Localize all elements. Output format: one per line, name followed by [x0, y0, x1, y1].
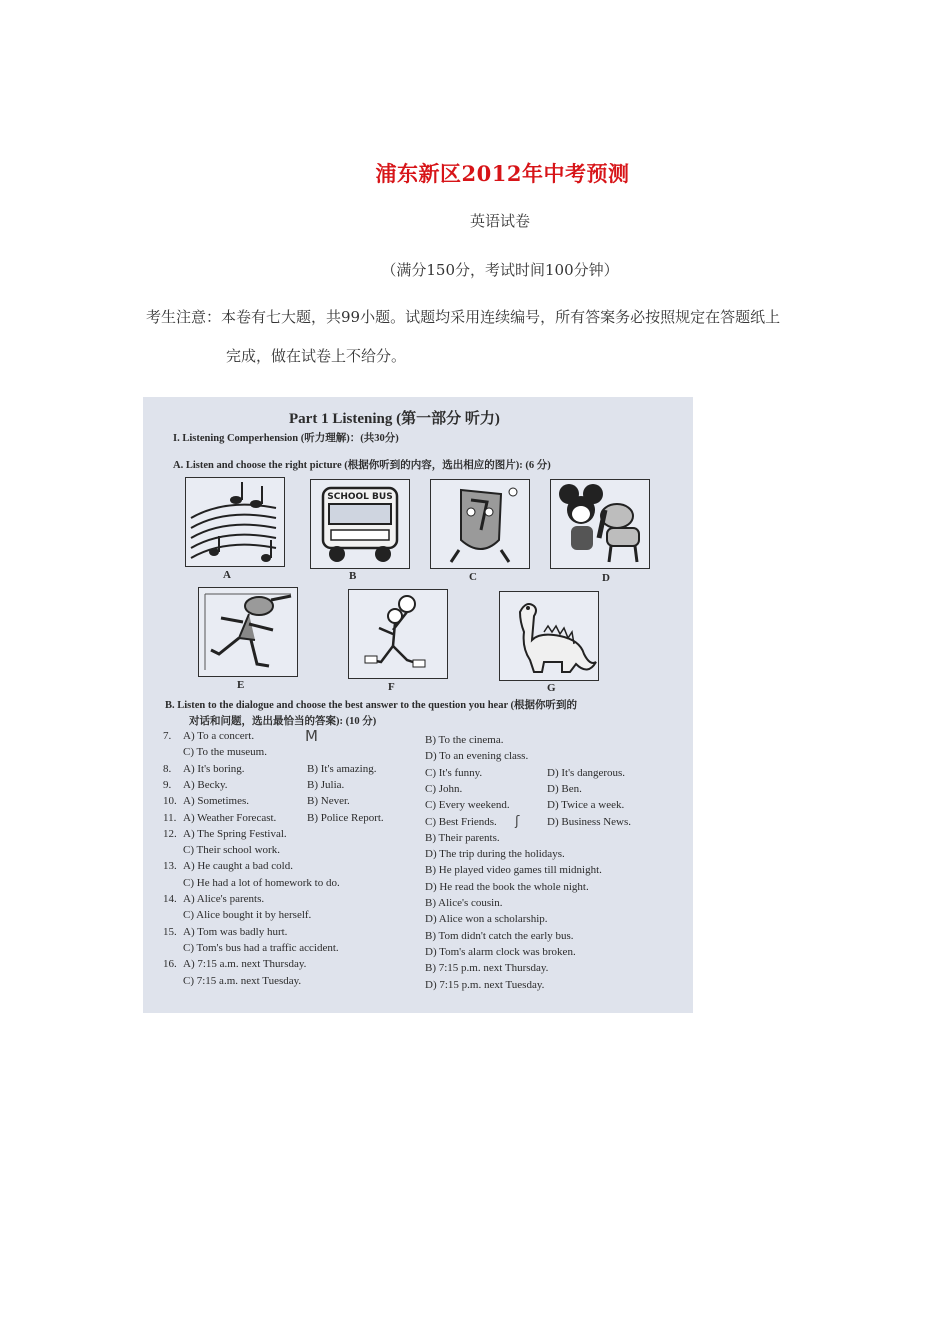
picture-a-music-notes-icon — [185, 477, 285, 567]
picture-a-label: A — [223, 569, 231, 581]
answer-option: A) Sometimes. — [183, 795, 249, 808]
answer-option: B) Tom didn't catch the early bus. — [425, 929, 574, 942]
section-b-instructions-cont: 对话和问题，选出最恰当的答案): (10 分) — [189, 716, 377, 727]
score-info: （满分150分，考试时间100分钟） — [381, 261, 619, 279]
notice-line-2: 完成，做在试卷上不给分。 — [226, 347, 407, 365]
question-number: 11. — [163, 811, 177, 824]
question-number: 15. — [163, 925, 177, 938]
picture-b-label: B — [349, 570, 357, 582]
school-bus-sign: SCHOOL BUS — [327, 492, 393, 502]
answer-option: D) He read the book the whole night. — [425, 880, 589, 893]
answer-option: B) It's amazing. — [307, 762, 377, 775]
answer-option: D) Alice won a scholarship. — [425, 913, 548, 926]
answer-option: A) Alice's parents. — [183, 893, 265, 905]
answer-option: D) The trip during the holidays. — [425, 848, 565, 861]
answer-option: D) It's dangerous. — [547, 766, 626, 779]
answer-option: B) Julia. — [307, 778, 345, 791]
handwritten-mark: M — [305, 727, 318, 745]
picture-f-basketball-player-icon — [348, 589, 448, 679]
answer-option: B) 7:15 p.m. next Thursday. — [425, 962, 549, 975]
question-number: 12. — [163, 827, 177, 840]
picture-d-mickey-pluto-icon — [550, 479, 650, 569]
answer-option: A) Weather Forecast. — [183, 811, 277, 824]
section-b-instructions: B. Listen to the dialogue and choose the best answer to the question you hear (根据你听到的 — [165, 700, 578, 711]
question-number: 7. — [163, 730, 172, 742]
picture-g-label: G — [547, 682, 556, 694]
answer-option: C) It's funny. — [425, 766, 483, 779]
picture-c-label: C — [469, 571, 477, 583]
answer-option: C) Their school work. — [183, 844, 280, 857]
answer-option: C) Every weekend. — [425, 799, 510, 812]
answer-option: A) The Spring Festival. — [183, 827, 287, 840]
answer-option: A) Tom was badly hurt. — [183, 925, 288, 938]
answer-option: D) Tom's alarm clock was broken. — [425, 945, 576, 958]
section-listening-comprehension: I. Listening Comperhension (听力理解)：(共30分) — [173, 433, 399, 444]
answer-option: B) Their parents. — [425, 831, 500, 844]
answer-option: B) He played video games till midnight. — [425, 864, 602, 877]
page-title: 浦东新区2012年中考预测 — [375, 161, 630, 186]
answer-option: B) Alice's cousin. — [425, 897, 503, 909]
question-number: 14. — [163, 893, 177, 905]
answer-option: A) Becky. — [183, 778, 228, 791]
picture-b-school-bus-icon — [310, 479, 410, 569]
question-number: 13. — [163, 860, 177, 873]
answer-option: C) Best Friends. — [425, 815, 497, 828]
answer-option: C) Tom's bus had a traffic accident. — [183, 941, 339, 954]
answer-option: D) To an evening class. — [425, 750, 529, 763]
answer-option: C) 7:15 a.m. next Tuesday. — [183, 974, 302, 987]
answer-option: C) Alice bought it by herself. — [183, 909, 312, 922]
picture-g-dinosaur-icon — [499, 591, 599, 681]
notice-line-1: 考生注意：本卷有七大题，共99小题。试题均采用连续编号，所有答案务必按照规定在答题纸上 — [146, 308, 781, 326]
picture-e-label: E — [237, 679, 245, 691]
question-number: 10. — [163, 795, 177, 808]
answer-option: B) Never. — [307, 795, 350, 808]
answer-option: B) Police Report. — [307, 811, 384, 824]
section-a-instructions: A. Listen and choose the right picture (根据你听到的内容，选出相应的图片): (6 分) — [173, 460, 551, 471]
answer-option: A) 7:15 a.m. next Thursday. — [183, 958, 307, 971]
picture-c-sock-character-icon — [430, 479, 530, 569]
scanned-exam-page — [143, 397, 693, 1013]
picture-f-label: F — [388, 681, 395, 693]
answer-option: D) Business News. — [547, 815, 632, 828]
picture-e-running-animal-icon — [198, 587, 298, 677]
page-subtitle: 英语试卷 — [469, 212, 530, 230]
picture-d-label: D — [602, 572, 610, 584]
question-number: 16. — [163, 958, 177, 971]
answer-option: D) Ben. — [547, 782, 582, 795]
answer-option: D) 7:15 p.m. next Tuesday. — [425, 978, 545, 991]
question-number: 9. — [163, 778, 172, 791]
answer-option: C) To the museum. — [183, 746, 267, 759]
answer-option: C) He had a lot of homework to do. — [183, 876, 340, 889]
part-title: Part 1 Listening (第一部分 听力) — [289, 411, 500, 427]
answer-option: B) To the cinema. — [425, 734, 504, 746]
question-number: 8. — [163, 762, 172, 775]
answer-option: C) John. — [425, 782, 463, 795]
answer-option: A) To a concert. — [183, 730, 255, 742]
answer-option: A) It's boring. — [183, 762, 245, 775]
handwritten-mark: ʃ — [515, 814, 520, 829]
answer-option: A) He caught a bad cold. — [183, 860, 293, 873]
answer-option: D) Twice a week. — [547, 799, 625, 812]
